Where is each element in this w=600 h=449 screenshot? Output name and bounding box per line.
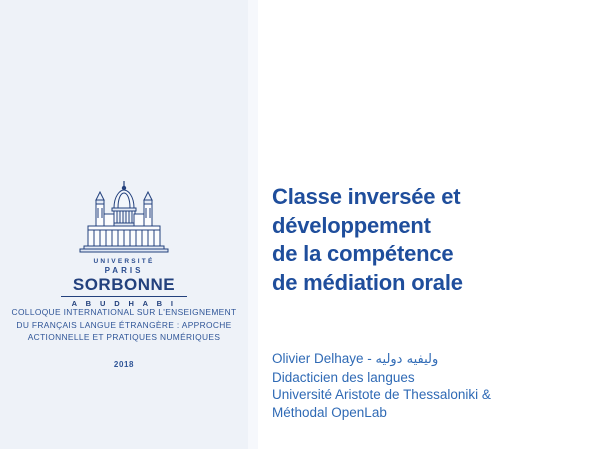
- author-name-arabic: وليفيه دوليه: [375, 352, 439, 367]
- logo-paris-label: PARIS: [104, 266, 144, 275]
- conference-year: 2018: [113, 360, 135, 369]
- conference-caption: [0, 306, 248, 344]
- page-title-line-1: Classe inversée et: [272, 184, 461, 209]
- sorbonne-building-icon: [68, 178, 180, 256]
- logo-divider: [61, 296, 187, 297]
- sorbonne-logo: [0, 178, 248, 308]
- left-panel-edge: [248, 0, 258, 449]
- page-title-line-3: de la compétence: [272, 241, 454, 266]
- logo-university-label: UNIVERSITÉ: [93, 258, 155, 265]
- conference-caption-line-1: COLLOQUE INTERNATIONAL SUR L'ENSEIGNEMENT: [11, 307, 237, 317]
- author-name-row: [272, 350, 582, 369]
- page-title-line-2: développement: [272, 212, 431, 238]
- conference-caption-line-3: ACTIONNELLE ET PRATIQUES NUMÉRIQUES: [27, 332, 221, 343]
- logo-campus-label: A B U D H A B I: [71, 299, 177, 308]
- page-title-line-4: de médiation orale: [272, 269, 463, 295]
- author-name-latin: Olivier Delhaye -: [272, 351, 372, 366]
- author-affiliation-1: Université Aristote de Thessaloniki &: [272, 387, 491, 402]
- author-block: [272, 350, 582, 421]
- logo-sorbonne-label: SORBONNE: [72, 275, 176, 294]
- author-role: Didacticien des langues: [272, 369, 415, 385]
- author-affiliation-2: Méthodal OpenLab: [272, 404, 387, 420]
- conference-caption-line-2: DU FRANÇAIS LANGUE ÉTRANGÈRE : APPROCHE: [16, 319, 232, 330]
- page-title: [272, 183, 572, 297]
